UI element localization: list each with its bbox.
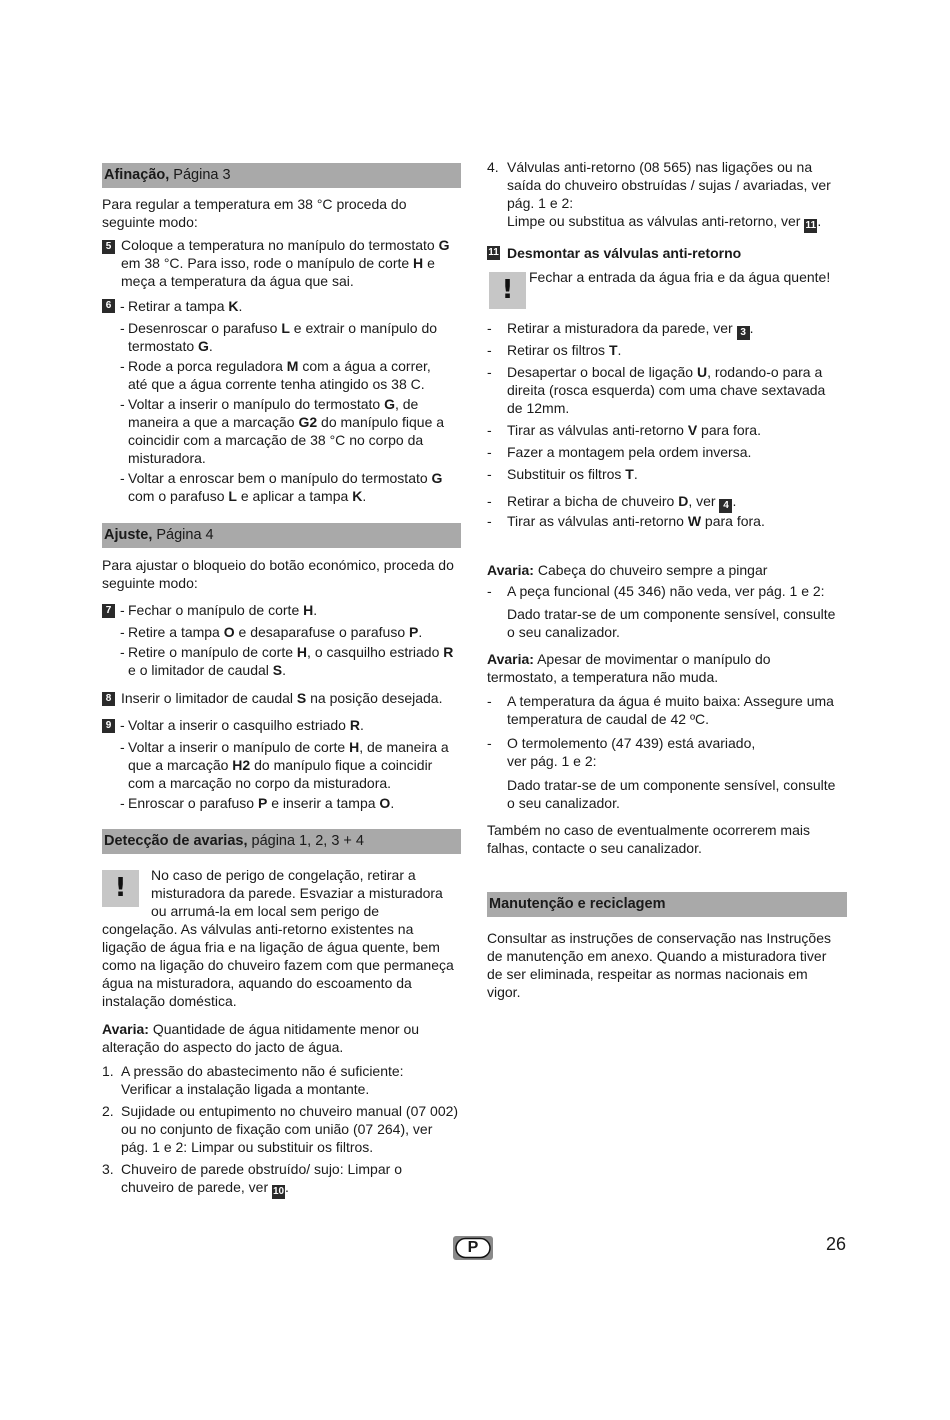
removal-step-line: Substituir os filtros T.	[507, 466, 638, 482]
step-5-text-line: Coloque a temperatura no manípulo do termostato G	[121, 237, 450, 253]
section-afinacao-header-bold: Afinação,	[104, 167, 170, 183]
fault-2-item: A peça funcional (45 346) não veda, ver pág. 1 e 2:	[507, 583, 825, 599]
afinacao-intro-line: seguinte modo:	[102, 214, 198, 230]
afinacao-intro	[102, 195, 461, 231]
step-6-badge: 6	[102, 299, 115, 313]
ajuste-intro-line: seguinte modo:	[102, 575, 198, 591]
dash: -	[487, 735, 492, 751]
fault-1-item	[121, 1062, 466, 1098]
dash: -	[487, 320, 492, 336]
removal-step-line: Fazer a montagem pela ordem inversa.	[507, 444, 752, 460]
step-6-item-text: Voltar a inserir o manípulo do termostato G, de maneira a que a marcação G2 do manípulo fique a coincidir com a marcação de 38 °C no corpo da misturadora.	[128, 396, 445, 466]
section-deteccao-header-bold: Detecção de avarias,	[104, 833, 248, 849]
step-5-text-line: em 38 °C. Para isso, rode o manípulo de corte H e	[121, 255, 435, 271]
fault-1-line: alteração do aspecto do jacto de água.	[102, 1039, 344, 1055]
fault-3-heading: Avaria: Apesar de movimentar o manípulo do termostato, a temperatura não muda.	[487, 650, 847, 686]
warning-text-indented-line: ou arrumá-la em local sem perigo de	[151, 903, 380, 919]
fault-1-item-line: Sujidade ou entupimento no chuveiro manual (07 002)	[121, 1103, 459, 1119]
step-6-item	[120, 297, 465, 315]
manutencao-text-line: Consultar as instruções de conservação nas Instruções	[487, 930, 832, 946]
fault-2-heading: Avaria: Cabeça do chuveiro sempre a pingar	[487, 562, 768, 578]
also-contact	[487, 821, 847, 857]
step-6-item	[120, 319, 465, 355]
fault-2-note-line: Dado tratar-se de um componente sensível, consulte	[507, 606, 836, 622]
item-4-text-line: Limpe ou substitua as válvulas anti-retorno, ver 11.	[507, 213, 822, 231]
dash: -	[120, 739, 125, 755]
warning-text-indented-line: misturadora da parede. Esvaziar a misturadora	[151, 885, 443, 901]
section-afinacao-header-rest: Página 3	[169, 167, 231, 183]
step-9-item	[120, 716, 465, 734]
fault-1-heading: Avaria: Quantidade de água nitidamente menor ou alteração do aspecto do jacto de água.	[102, 1020, 461, 1056]
item-4-text-line: Válvulas anti-retorno (08 565) nas ligações ou na	[507, 159, 813, 175]
step-7-item-text: Retire a tampa O e desaparafuse o parafuso P.	[128, 624, 423, 640]
dash: -	[487, 513, 492, 529]
removal-step	[507, 443, 852, 461]
dash: -	[120, 358, 125, 374]
warning-text-indented-line: No caso de perigo de congelação, retirar a	[151, 867, 416, 883]
fault-3-note-line: o seu canalizador.	[507, 795, 620, 811]
step-9-item-text: Voltar a inserir o manípulo de corte H, de maneira a que a marcação H2 do manípulo fique a coincidir com a marcação no corpo da misturadora.	[128, 739, 449, 791]
fault-1-item-line: Verificar a instalação ligada a montante.	[121, 1081, 370, 1097]
fault-1-item-line: pág. 1 e 2: Limpar ou substituir os filtros.	[121, 1139, 374, 1155]
removal-step	[507, 363, 852, 417]
warning-text-full-line: congelação. As válvulas anti-retorno existentes na	[102, 921, 414, 937]
dash: -	[120, 644, 125, 660]
removal-step-line: direita (rosca esquerda) com uma chave sextavada	[507, 382, 826, 398]
section-deteccao-header-rest: página 1, 2, 3 + 4	[247, 833, 364, 849]
removal-step	[507, 512, 852, 530]
ajuste-intro	[102, 556, 461, 592]
dash: -	[120, 298, 125, 314]
dash: -	[120, 470, 125, 486]
fault-3-note-line: Dado tratar-se de um componente sensível, consulte	[507, 777, 836, 793]
dash: -	[120, 795, 125, 811]
step-9-item-text: Voltar a inserir o casquilho estriado R.	[128, 717, 364, 733]
step-6-item-text: Voltar a enroscar bem o manípulo do termostato G com o parafuso L e aplicar a tampa K.	[128, 470, 443, 504]
item-4-text-line: saída do chuveiro obstruídas / sujas / avariadas, ver	[507, 177, 831, 193]
warning-text-indented	[151, 866, 461, 920]
removal-step	[507, 421, 852, 439]
subsection-title: Desmontar as válvulas anti-retorno	[507, 245, 742, 261]
step-8-text	[121, 689, 466, 707]
manutencao-text-line: de manutenção em anexo. Quando a misturadora tiver	[487, 948, 827, 964]
fault-3-note	[507, 776, 852, 812]
step-5-text	[121, 236, 466, 290]
manutencao-text-line: de ser eliminada, respeitar as normas nacionais em	[487, 966, 808, 982]
fault-3-line: termostato, a temperatura não muda.	[487, 669, 719, 685]
step-5-text-line: meça a temperatura da água que sai.	[121, 273, 354, 289]
dash: -	[487, 342, 492, 358]
removal-step	[507, 465, 852, 483]
dash: -	[120, 320, 125, 336]
fault-2-note-line: o seu canalizador.	[507, 624, 620, 640]
fault-1-item-line: A pressão do abastecimento não é suficiente:	[121, 1063, 404, 1079]
fault-1-item-line: chuveiro de parede, ver 10.	[121, 1179, 289, 1197]
section-afinacao-header	[102, 163, 461, 188]
dash: -	[487, 693, 492, 709]
language-code: P	[467, 1239, 479, 1256]
warning-text-full-line: como na ligação do chuveiro fazem com que permaneça	[102, 957, 454, 973]
manutencao-text-line: vigor.	[487, 984, 521, 1000]
step-5-badge: 5	[102, 240, 115, 254]
section-manutencao-header	[487, 892, 847, 917]
step-6-item	[120, 469, 465, 505]
fault-1-item-line: ou no conjunto de fixação com união (07 264), ver	[121, 1121, 433, 1137]
step-9-item	[120, 738, 465, 792]
step-9-badge: 9	[102, 719, 115, 733]
removal-step-line: Tirar as válvulas anti-retorno W para fora.	[507, 513, 765, 529]
removal-step	[507, 341, 852, 359]
fault-label: Avaria:	[487, 562, 534, 578]
step-9-item-text: Enroscar o parafuso P e inserir a tampa O.	[128, 795, 395, 811]
fault-3-item-line: O termolemento (47 439) está avariado,	[507, 735, 756, 751]
warning-text-full-line: instalação doméstica.	[102, 993, 237, 1009]
also-contact-line: Também no caso de eventualmente ocorrerem mais	[487, 822, 810, 838]
warning-text-full-line: ligação de água fria e na ligação de água quente, bem	[102, 939, 440, 955]
subsection-11-badge: 11	[488, 247, 499, 258]
step-7-item	[120, 623, 465, 641]
step-9-item	[120, 794, 465, 812]
list-number: 1.	[102, 1063, 114, 1079]
warning-text: Fechar a entrada da água fria e da água quente!	[529, 269, 831, 285]
warning-icon: !	[102, 870, 139, 907]
dash: -	[120, 624, 125, 640]
step-6-item-text: Retirar a tampa K.	[128, 298, 243, 314]
dash: -	[120, 717, 125, 733]
step-8-badge: 8	[102, 692, 115, 706]
dash: -	[487, 493, 492, 509]
fault-label: Avaria:	[487, 651, 534, 667]
dash: -	[487, 466, 492, 482]
fault-3-item	[507, 692, 852, 728]
dash: -	[487, 583, 492, 599]
item-4-text-line: pág. 1 e 2:	[507, 195, 574, 211]
removal-step	[507, 319, 852, 340]
removal-step-line: Retirar a bicha de chuveiro D, ver 4 .	[507, 493, 737, 511]
removal-step-line: Retirar a misturadora da parede, ver 3 .	[507, 320, 754, 338]
fault-1-item	[121, 1102, 466, 1156]
step-7-item	[120, 643, 465, 679]
section-deteccao-header	[102, 829, 461, 854]
page-number: 26	[826, 1234, 847, 1254]
dash: -	[120, 602, 125, 618]
fault-3-item	[507, 734, 852, 770]
also-contact-line: falhas, contacte o seu canalizador.	[487, 840, 702, 856]
removal-step-line: de 12mm.	[507, 400, 570, 416]
dash: -	[487, 422, 492, 438]
fault-3-item-line: temperatura de caudal de 42 ºC.	[507, 711, 710, 727]
afinacao-intro-line: Para regular a temperatura em 38 °C proceda do	[102, 196, 407, 212]
list-number: 2.	[102, 1103, 114, 1119]
dash: -	[487, 444, 492, 460]
dash: -	[487, 364, 492, 380]
section-ajuste-header-rest: Página 4	[152, 527, 214, 543]
fault-label: Avaria:	[102, 1021, 149, 1037]
list-number: 3.	[102, 1161, 114, 1177]
step-6-item-text: Desenroscar o parafuso L e extrair o manípulo do termostato G.	[128, 320, 438, 354]
figure-reference: 10	[272, 1186, 285, 1197]
ajuste-intro-line: Para ajustar o bloqueio do botão económico, proceda do	[102, 557, 454, 573]
step-7-badge: 7	[102, 604, 115, 618]
warning-icon: !	[489, 272, 526, 309]
list-number: 4.	[487, 159, 499, 175]
removal-step	[507, 492, 852, 513]
step-6-item	[120, 395, 465, 467]
step-8-text-line: Inserir o limitador de caudal S na posição desejada.	[121, 690, 443, 706]
section-ajuste-header	[102, 523, 461, 548]
section-manutencao-header-bold: Manutenção e reciclagem	[489, 896, 666, 912]
fault-3-item-line: A temperatura da água é muito baixa: Assegure uma	[507, 693, 834, 709]
figure-reference: 3	[737, 326, 750, 340]
removal-step-line: Desapertar o bocal de ligação U, rodando-o para a	[507, 364, 823, 380]
step-7-item-text: Retire o manípulo de corte H, o casquilho estriado R e o limitador de caudal S.	[128, 644, 454, 678]
step-7-item-text: Fechar o manípulo de corte H.	[128, 602, 318, 618]
removal-step-line: Retirar os filtros T.	[507, 342, 622, 358]
fault-1-item	[121, 1160, 466, 1199]
fault-3-item-line: ver pág. 1 e 2:	[507, 753, 597, 769]
item-4-text	[507, 158, 852, 233]
figure-reference: 11	[805, 220, 817, 231]
fault-1-item-line: Chuveiro de parede obstruído/ sujo: Limpar o	[121, 1161, 402, 1177]
step-6-item	[120, 357, 465, 393]
step-7-item	[120, 601, 465, 619]
dash: -	[120, 396, 125, 412]
warning-text-full	[102, 920, 461, 1010]
removal-step-line: Tirar as válvulas anti-retorno V para fora.	[507, 422, 761, 438]
section-ajuste-header-bold: Ajuste,	[104, 527, 153, 543]
fault-2-note	[507, 605, 852, 641]
figure-reference: 4	[719, 499, 732, 513]
step-6-item-text: Rode a porca reguladora M com a água a correr, até que a água corrente tenha atingido os 38 C.	[128, 358, 431, 392]
manutencao-text	[487, 929, 847, 1001]
warning-text-full-line: água na misturadora, aquando do escoamento da	[102, 975, 412, 991]
